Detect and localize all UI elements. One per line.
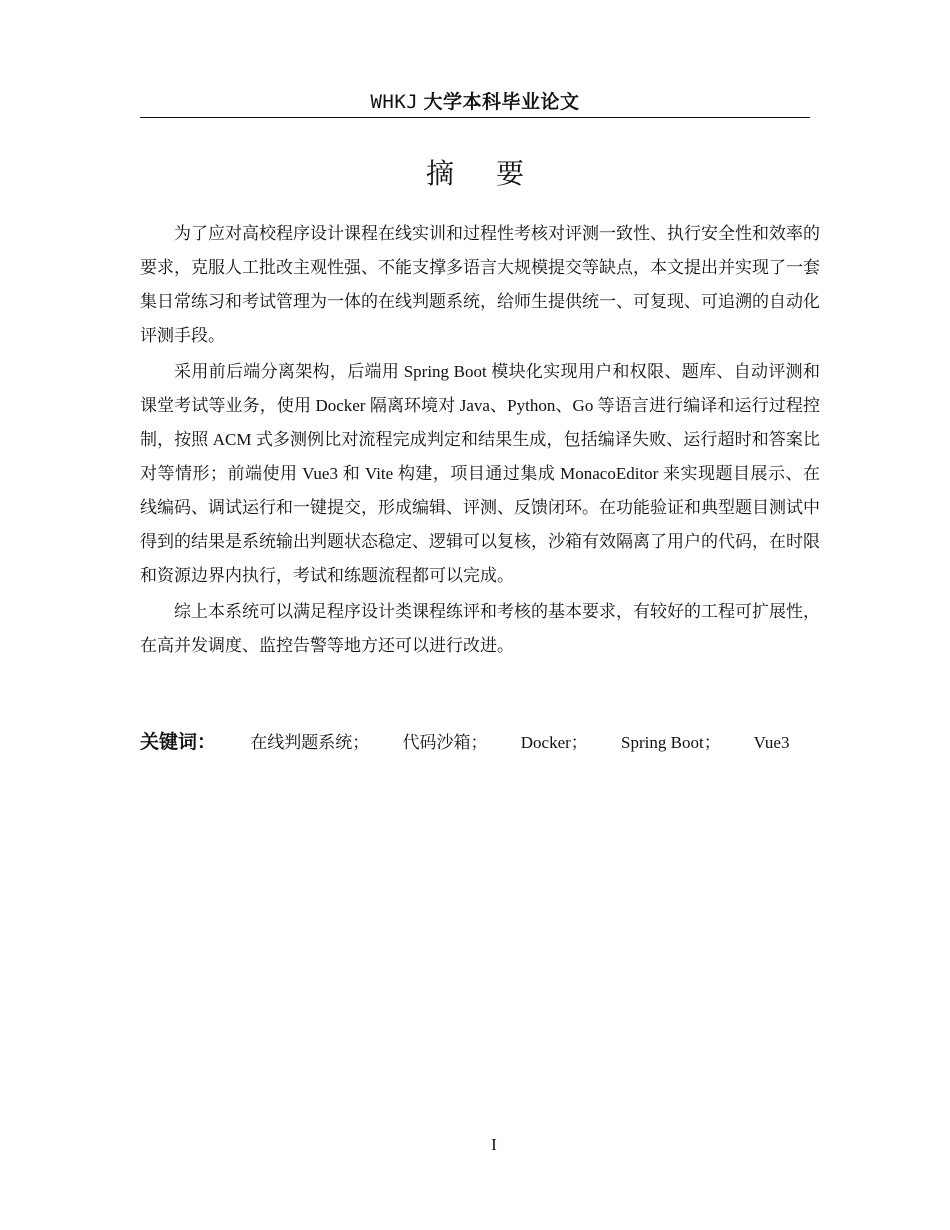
running-header: [140, 88, 810, 116]
page-number: I: [491, 1135, 497, 1154]
abstract-paragraph-3: 综上本系统可以满足程序设计类课程练评和考核的基本要求，有较好的工程可扩展性，在高并发调度、监控告警等地方还可以进行改进。: [140, 602, 820, 655]
keywords-line: [140, 726, 820, 758]
abstract-heading: 摘要: [425, 157, 566, 190]
keyword-item: Spring Boot；: [621, 733, 721, 752]
keyword-item: 在线判题系统；: [250, 733, 370, 752]
keyword-item: Docker；: [520, 733, 588, 752]
abstract-paragraph-1: 为了应对高校程序设计课程在线实训和过程性考核对评测一致性、执行安全性和效率的要求，克服人工批改主观性强、不能支撑多语言大规模提交等缺点，本文提出并实现了一套集日常练习和考试管理为一体的在线判题系统，给师生提供统一、可复现、可追溯的自动化评测手段。: [140, 224, 820, 345]
keyword-item: 代码沙箱；: [402, 733, 488, 752]
abstract-paragraph-2: 采用前后端分离架构，后端用 Spring Boot 模块化实现用户和权限、题库、自动评测和课堂考试等业务，使用 Docker 隔离环境对 Java、Python、Go 等语言进行编译和运行过程控制，按照 ACM 式多测例比对流程完成判定和结果生成，包括编译失败、运行超时和答案比对等情形；前端使用 Vue3 和 Vite 构建，项目通过集成 MonacoEditor 来实现题目展示、在线编码、调试运行和一键提交，形成编辑、评测、反馈闭环。在功能验证和典型题目测试中得到的结果是系统输出判题状态稳定、逻辑可以复核，沙箱有效隔离了用户的代码，在时限和资源边界内执行，考试和练题流程都可以完成。: [140, 362, 820, 585]
header-title: 大学本科毕业论文: [423, 91, 580, 113]
keywords-label: 关键词：: [140, 731, 217, 753]
keyword-item: Vue3: [753, 733, 790, 752]
abstract-body: [140, 217, 820, 665]
header-university-code: WHKJ: [370, 91, 419, 113]
header-divider: [140, 117, 810, 118]
